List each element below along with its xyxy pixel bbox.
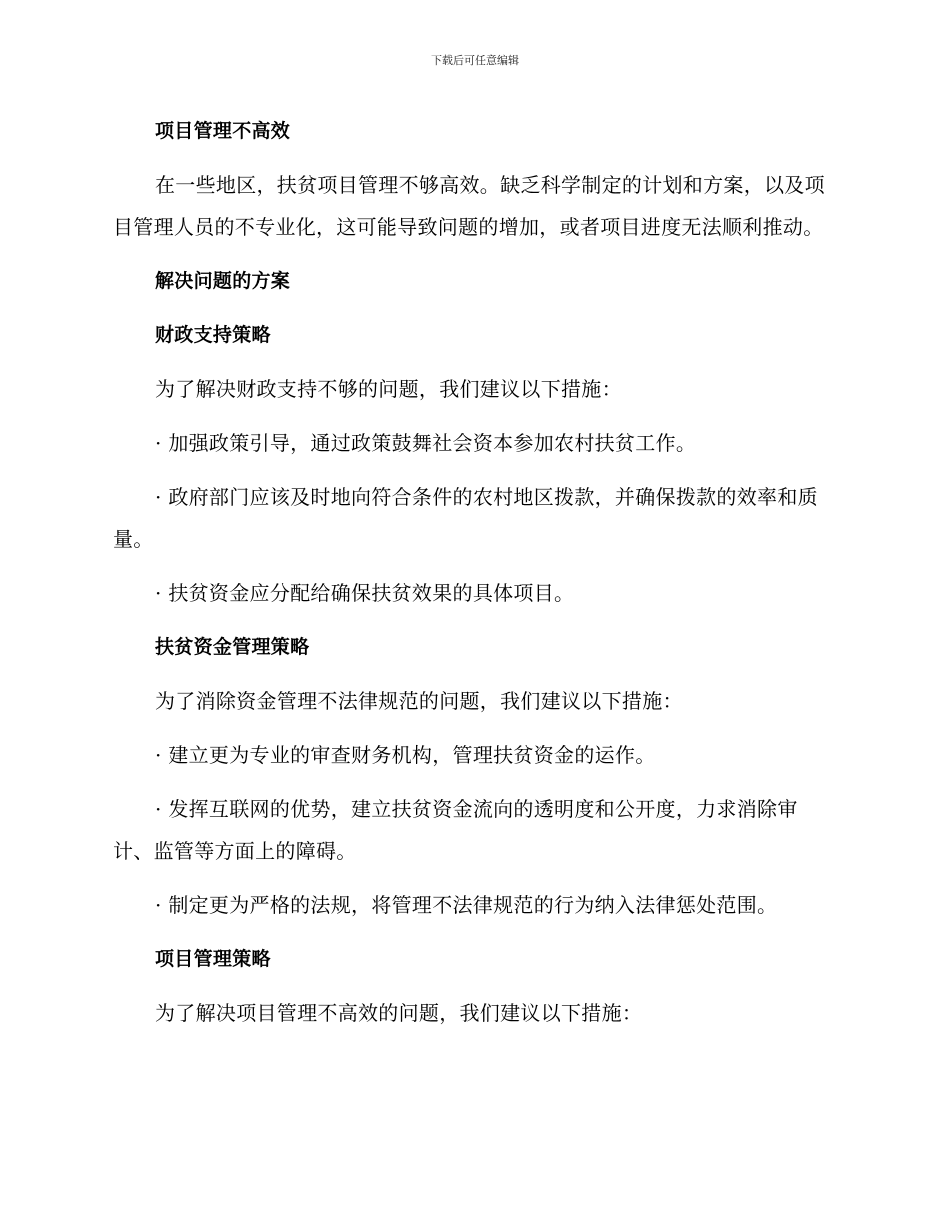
paragraph-fund-intro: 为了消除资金管理不法律规范的问题，我们建议以下措施： bbox=[155, 689, 683, 713]
document-body bbox=[113, 110, 838, 1046]
list-item: · 加强政策引导，通过政策鼓舞社会资本参加农村扶贫工作。 bbox=[155, 431, 697, 455]
list-item: · 政府部门应该及时地向符合条件的农村地区拨款，并确保拨款的效率和质量。 bbox=[113, 485, 818, 551]
list-item: · 建立更为专业的审查财务机构，管理扶贫资金的运作。 bbox=[155, 743, 656, 767]
list-item: · 扶贫资金应分配给确保扶贫效果的具体项目。 bbox=[155, 581, 575, 605]
subheading-project-strategy: 项目管理策略 bbox=[155, 948, 271, 970]
list-item: · 发挥互联网的优势，建立扶贫资金流向的透明度和公开度，力求消除审计、监管等方面上的障碍。 bbox=[113, 797, 798, 863]
subheading-fiscal-support: 财政支持策略 bbox=[155, 324, 271, 346]
section-heading-project-management: 项目管理不高效 bbox=[155, 120, 291, 142]
subheading-fund-management: 扶贫资金管理策略 bbox=[155, 636, 310, 658]
paragraph-project-strategy-intro: 为了解决项目管理不高效的问题，我们建议以下措施： bbox=[155, 1001, 643, 1025]
paragraph-project-management-issue: 在一些地区，扶贫项目管理不够高效。缺乏科学制定的计划和方案，以及项目管理人员的不专业化，这可能导致问题的增加，或者项目进度无法顺利推动。 bbox=[113, 173, 825, 239]
page-header: 下载后可任意编辑 bbox=[431, 54, 519, 67]
paragraph-fiscal-intro: 为了解决财政支持不够的问题，我们建议以下措施： bbox=[155, 377, 622, 401]
section-heading-solutions: 解决问题的方案 bbox=[155, 270, 291, 292]
list-item: · 制定更为严格的法规，将管理不法律规范的行为纳入法律惩处范围。 bbox=[155, 893, 778, 917]
